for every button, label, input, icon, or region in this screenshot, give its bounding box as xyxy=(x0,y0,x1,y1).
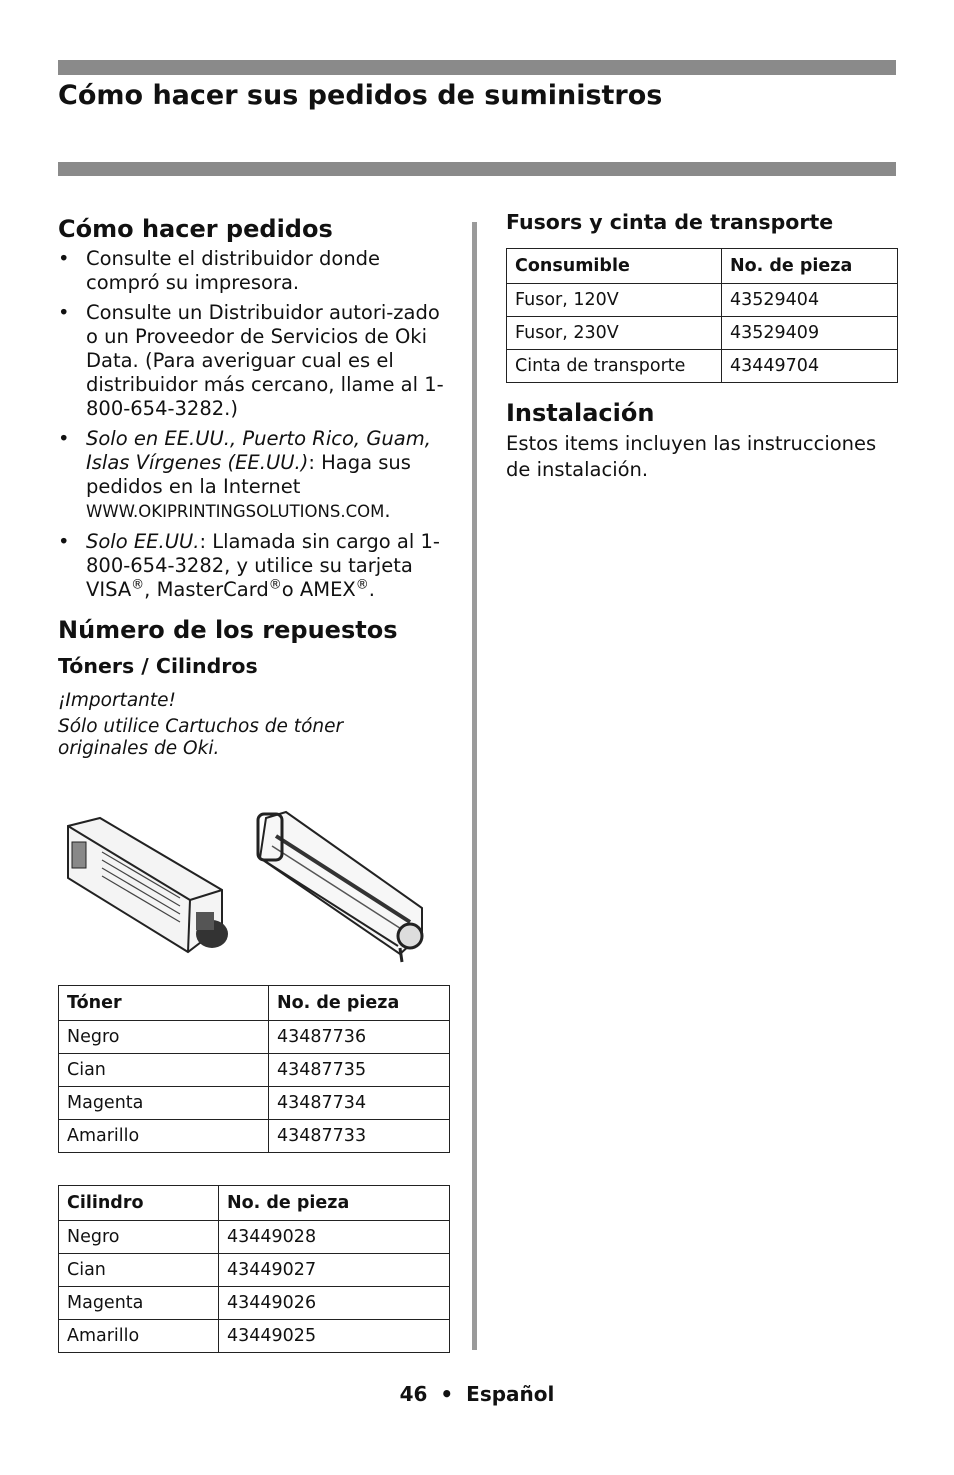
bullet-text: : Haga sus pedidos en la Internet xyxy=(86,451,411,498)
table-cell: 43449027 xyxy=(219,1254,450,1287)
bullet-dot: • xyxy=(58,530,70,553)
important-label: ¡Importante! xyxy=(58,690,176,711)
ordering-list xyxy=(58,247,450,602)
bullet-end: . xyxy=(368,578,375,601)
bullet-text: : Llamada sin cargo al 1-800-654-3282, y utilice su tarjeta VISA xyxy=(86,530,440,601)
table-row xyxy=(59,1054,450,1087)
table-row xyxy=(507,284,898,317)
drum-unit-illustration xyxy=(250,808,432,964)
list-item xyxy=(58,530,450,602)
website-link[interactable]: WWW.OKIPRINTINGSOLUTIONS.COM xyxy=(86,502,385,521)
page-number: 46 xyxy=(399,1382,428,1406)
table-row xyxy=(59,1021,450,1054)
left-column xyxy=(58,215,450,760)
table-row xyxy=(59,1221,450,1254)
table-cell: 43487734 xyxy=(269,1087,450,1120)
bullet-dot: • xyxy=(58,427,70,450)
table-cell: 43487733 xyxy=(269,1120,450,1153)
table-cell: Fusor, 230V xyxy=(507,317,722,350)
ordering-heading: Cómo hacer pedidos xyxy=(58,215,333,243)
table-row xyxy=(59,1087,450,1120)
footer-separator: • xyxy=(440,1382,454,1406)
drum-table xyxy=(58,1185,450,1353)
header-bottom-bar xyxy=(58,162,896,176)
table-cell: 43487735 xyxy=(269,1054,450,1087)
bullet-text: Consulte un Distribuidor autori-zado o un Proveedor de Servicios de Oki Data. (Para averiguar cual es el distribuidor más cercano, llame al 1-800-654-3282.) xyxy=(86,301,444,420)
table-cell: Amarillo xyxy=(59,1320,219,1353)
table-cell: 43449026 xyxy=(219,1287,450,1320)
table-row xyxy=(59,1287,450,1320)
table-header-row xyxy=(507,249,898,284)
table-header-row xyxy=(59,986,450,1021)
bullet-end: . xyxy=(384,499,391,522)
column-header: No. de pieza xyxy=(219,1186,450,1221)
important-text: Sólo utilice Cartuchos de tóner originales de Oki. xyxy=(58,716,344,759)
column-divider xyxy=(472,222,477,1350)
table-cell: Cian xyxy=(59,1054,269,1087)
table-cell: 43529409 xyxy=(722,317,898,350)
table-cell: Magenta xyxy=(59,1087,269,1120)
table-cell: 43449028 xyxy=(219,1221,450,1254)
table-cell: 43449025 xyxy=(219,1320,450,1353)
toner-cartridge-illustration xyxy=(62,812,232,962)
table-row xyxy=(59,1320,450,1353)
header-top-bar xyxy=(58,60,896,75)
table-cell: Magenta xyxy=(59,1287,219,1320)
table-header-row xyxy=(59,1186,450,1221)
toner-drum-subheading: Tóners / Cilindros xyxy=(58,654,258,678)
table-cell: Fusor, 120V xyxy=(507,284,722,317)
list-item xyxy=(58,247,450,295)
column-header: Tóner xyxy=(59,986,269,1021)
column-header: No. de pieza xyxy=(269,986,450,1021)
table-row xyxy=(59,1120,450,1153)
table-cell: 43449704 xyxy=(722,350,898,383)
region-label: Solo EE.UU. xyxy=(86,530,200,553)
table-row xyxy=(507,317,898,350)
install-heading: Instalación xyxy=(506,399,655,427)
column-header: No. de pieza xyxy=(722,249,898,284)
page-title: Cómo hacer sus pedidos de suministros xyxy=(58,80,663,111)
table-cell: Negro xyxy=(59,1021,269,1054)
table-cell: 43529404 xyxy=(722,284,898,317)
install-text: Estos items incluyen las instrucciones de instalación. xyxy=(506,432,877,481)
page-footer xyxy=(0,1382,954,1406)
registered-mark: ® xyxy=(355,577,369,593)
list-item xyxy=(58,301,450,421)
list-item xyxy=(58,427,450,524)
registered-mark: ® xyxy=(268,577,282,593)
fuser-table xyxy=(506,248,898,383)
footer-language: Español xyxy=(466,1382,555,1406)
bullet-dot: • xyxy=(58,247,70,270)
bullet-dot: • xyxy=(58,301,70,324)
table-cell: Cinta de transporte xyxy=(507,350,722,383)
bullet-text: Consulte el distribuidor donde compró su impresora. xyxy=(86,247,381,294)
column-header: Consumible xyxy=(507,249,722,284)
table-cell: Cian xyxy=(59,1254,219,1287)
table-cell: 43487736 xyxy=(269,1021,450,1054)
bullet-text: , MasterCard xyxy=(144,578,269,601)
table-row xyxy=(507,350,898,383)
toner-table xyxy=(58,985,450,1153)
registered-mark: ® xyxy=(131,577,145,593)
table-cell: Amarillo xyxy=(59,1120,269,1153)
parts-heading: Número de los repuestos xyxy=(58,616,398,644)
column-header: Cilindro xyxy=(59,1186,219,1221)
bullet-text: o AMEX xyxy=(281,578,356,601)
region-label: Solo en EE.UU., Puerto Rico, Guam, Islas Vírgenes (EE.UU.) xyxy=(86,427,431,474)
table-cell: Negro xyxy=(59,1221,219,1254)
fuser-heading: Fusors y cinta de transporte xyxy=(506,210,834,234)
table-row xyxy=(59,1254,450,1287)
right-column xyxy=(506,210,898,483)
